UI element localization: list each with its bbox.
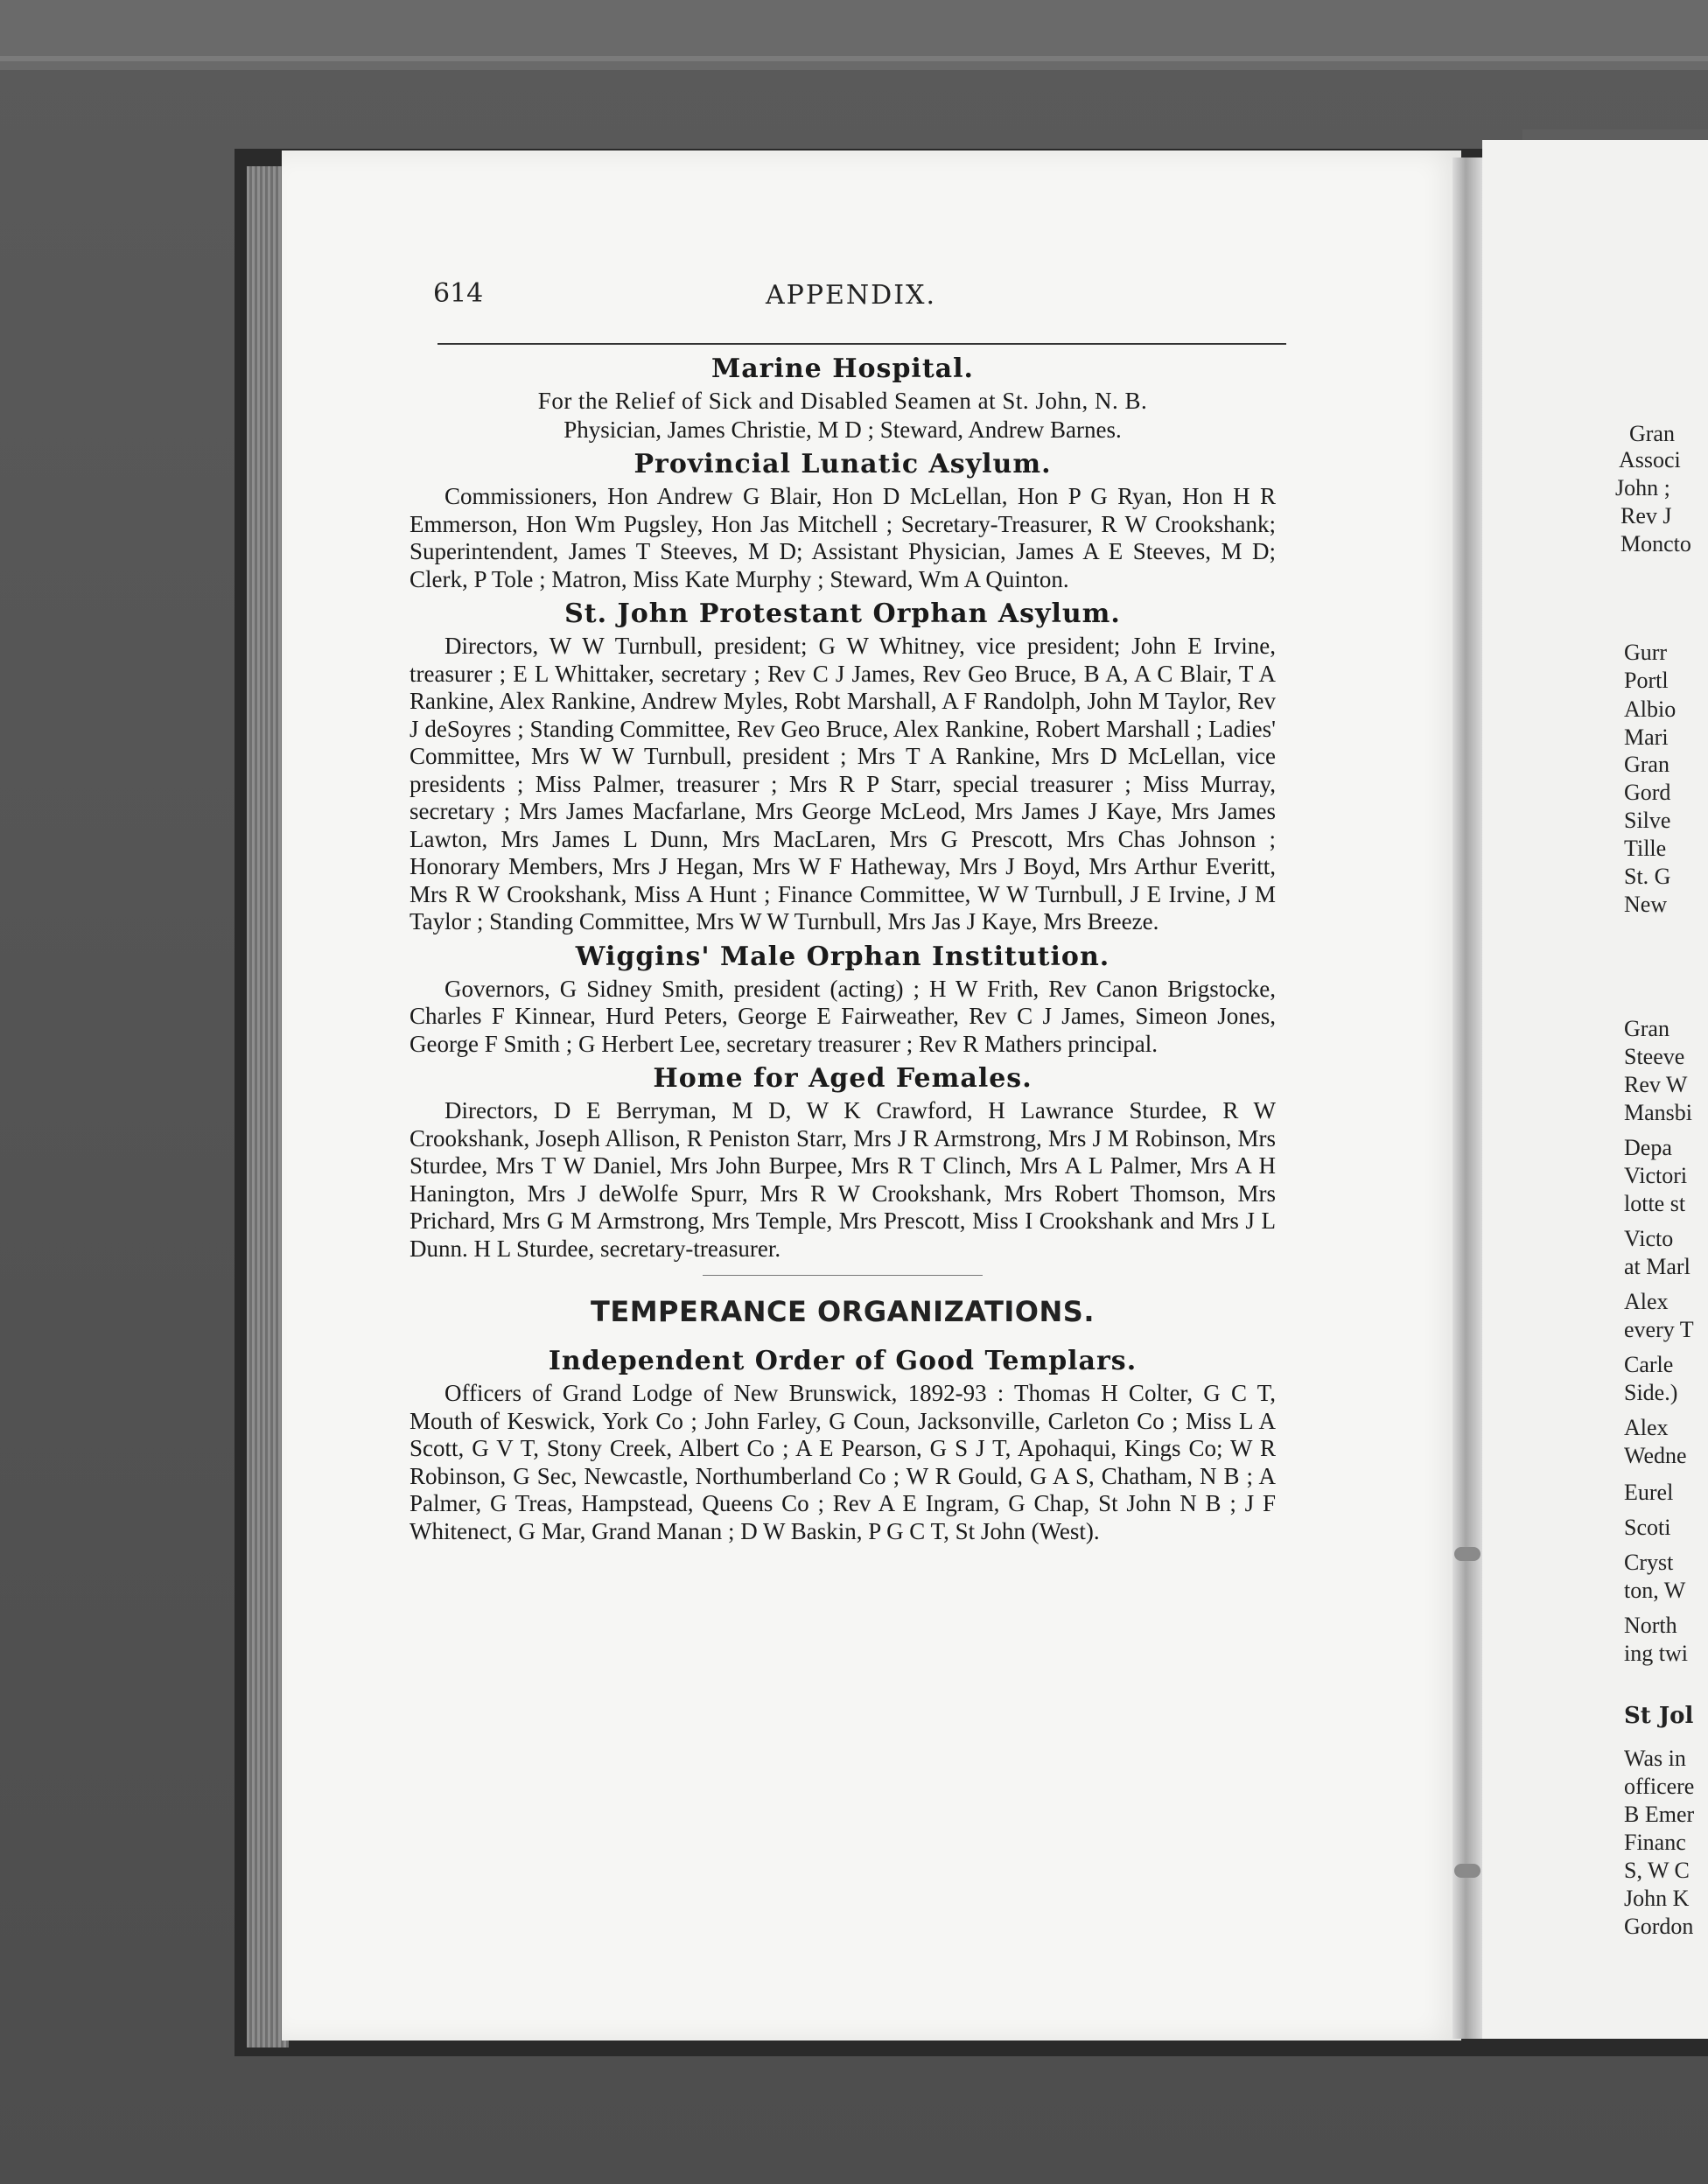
section-title-good-templars: Independent Order of Good Templars.	[548, 1346, 1138, 1376]
section-title-wiggins-institution: Wiggins' Male Orphan Institution.	[575, 941, 1110, 972]
right-page-fragment: Victori	[1624, 1163, 1688, 1188]
right-page-fragment: Scoti	[1624, 1515, 1671, 1540]
right-page-fragment: Alex	[1624, 1415, 1669, 1440]
section-title-orphan-asylum: St. John Protestant Orphan Asylum.	[564, 598, 1121, 629]
right-page-fragment: Victo	[1624, 1226, 1674, 1251]
right-page-fragment: Portl	[1624, 668, 1669, 693]
orphan-asylum-text: Directors, W W Turnbull, president; G W Whitney, vice president; John E Irvine, treasurer ; E L Whittaker, secretary ; Rev C J James, Rev Geo Bruce, B A, A C Blair, T A Rankine, Alex Rankine, Andrew Myles, Robt Marshall, A F Randolph, John M Taylor, Rev J deSoyres ; Standing Committee, Rev Geo Bruce, Alex Rankine, Robert Marshall ; Ladies' Committee, Mrs W W Turnbull, president ; Mrs T A Rankine, Mrs D McLellan, vice presidents ; Miss Palmer, treasurer ; Mrs R P Starr, special treasurer ; Miss Murray, secretary ; Mrs James Macfarlane, Mrs George McLeod, Mrs James J Kaye, Mrs James Lawton, Mrs James L Dunn, Mrs MacLaren, Mrs G Prescott, Mrs Chas Johnson ; Honorary Members, Mrs J Hegan, Mrs W F Hatheway, Mrs J Boyd, Mrs Arthur Everitt, Mrs R W Crookshank, Miss A Hunt ; Finance Committee, W W Turnbull, J E Irvine, J M Taylor ; Standing Committee, Mrs W W Turnbull, Mrs Jas J Kaye, Mrs Breeze.	[410, 633, 1276, 934]
section-title-aged-females: Home for Aged Females.	[653, 1063, 1032, 1094]
page-content	[410, 348, 1276, 1550]
section-title-lunatic-asylum: Provincial Lunatic Asylum.	[634, 449, 1052, 480]
lunatic-asylum-text: Commissioners, Hon Andrew G Blair, Hon D McLellan, Hon P G Ryan, Hon H R Emmerson, Hon Wm Pugsley, Hon Jas Mitchell ; Secretary-Treasurer, R W Crookshank; Superintendent, James T Steeves, M D; Assistant Physician, James A E Steeves, M D; Clerk, P Tole ; Matron, Miss Kate Murphy ; Steward, Wm A Quinton.	[410, 483, 1276, 592]
section-title-marine-hospital: Marine Hospital.	[711, 354, 974, 384]
right-page-fragment: Gordon	[1624, 1914, 1694, 1939]
right-page-fragment: Gurr	[1624, 640, 1668, 665]
right-page-fragment: Was in	[1624, 1746, 1686, 1771]
section-divider	[703, 1275, 983, 1276]
right-page-fragment: Mansbi	[1624, 1100, 1692, 1125]
right-page-fragment: St. G	[1624, 864, 1671, 889]
right-page-fragment: Associ	[1619, 447, 1681, 472]
page-number: 614	[433, 278, 484, 309]
right-page-fragment: every T	[1624, 1317, 1694, 1342]
right-page-fragment: Rev J	[1620, 503, 1672, 528]
right-page-fragment: Carle	[1624, 1352, 1674, 1377]
right-page-fragment: Alex	[1624, 1289, 1669, 1314]
running-head: APPENDIX.	[766, 280, 936, 311]
right-page-fragment: Gran	[1629, 421, 1675, 446]
right-page-fragment: Albio	[1624, 696, 1676, 722]
right-page-fragment: St Jol	[1624, 1703, 1694, 1729]
right-page-fragment: lotte st	[1624, 1191, 1686, 1216]
right-page-fragment: ton, W	[1624, 1578, 1686, 1603]
right-page-fragment: New	[1624, 892, 1668, 917]
right-page-fragment: Gord	[1624, 780, 1671, 805]
binding-thread-bottom	[1454, 1864, 1480, 1878]
right-page-fragment: ing twi	[1624, 1641, 1688, 1666]
right-page-fragment: Financ	[1624, 1830, 1686, 1855]
right-page-fragment: Rev W	[1624, 1072, 1688, 1097]
right-page-fragment: John K	[1624, 1886, 1690, 1911]
right-page-fragment: Eurel	[1624, 1480, 1674, 1505]
right-page-fragment: North	[1624, 1613, 1677, 1638]
right-page-fragment: B Emer	[1624, 1802, 1695, 1827]
right-page-fragment: Wedne	[1624, 1443, 1687, 1468]
right-page-fragment: Depa	[1624, 1135, 1672, 1160]
right-page-fragment: officere	[1624, 1774, 1695, 1799]
right-page-fragment: at Marl	[1624, 1254, 1690, 1279]
right-page-fragment: S, W C	[1624, 1858, 1690, 1883]
right-page-fragment: Mari	[1624, 724, 1669, 750]
marine-hospital-staff: Physician, James Christie, M D ; Steward, Andrew Barnes.	[564, 416, 1122, 443]
right-page-fragment: Gran	[1624, 1016, 1670, 1041]
right-page-fragment: Side.)	[1624, 1380, 1678, 1405]
temperance-heading: TEMPERANCE ORGANIZATIONS.	[591, 1295, 1095, 1328]
page-header	[433, 278, 1286, 320]
right-page-fragment: Moncto	[1620, 531, 1691, 556]
good-templars-text: Officers of Grand Lodge of New Brunswick, 1892-93 : Thomas H Colter, G C T, Mouth of Keswick, York Co ; John Farley, G Coun, Jacksonville, Carleton Co ; Miss L A Scott, G V T, Stony Creek, Albert Co ; A E Pearson, G S J T, Apohaqui, Kings Co; W R Robinson, G Sec, Newcastle, Northumberland Co ; W R Gould, G A S, Chatham, N B ; A Palmer, G Treas, Hampstead, Queens Co ; Rev A E Ingram, G Chap, St John N B ; J F Whitenect, G Mar, Grand Manan ; D W Baskin, P G C T, St John (West).	[410, 1380, 1276, 1544]
wiggins-institution-text: Governors, G Sidney Smith, president (acting) ; H W Frith, Rev Canon Brigstocke, Charles F Kinnear, Hurd Peters, George E Fairweather, Rev C J James, Simeon Jones, George F Smith ; G Herbert Lee, secretary treasurer ; Rev R Mathers principal.	[410, 975, 1276, 1057]
right-page-fragment: John ;	[1615, 475, 1670, 500]
book-gutter	[1452, 158, 1482, 2039]
right-page-fragment: Cryst	[1624, 1550, 1674, 1575]
header-rule	[438, 343, 1286, 345]
right-page-fragment: Tille	[1624, 836, 1667, 861]
right-page-fragment: Silve	[1624, 808, 1671, 833]
right-page-fragment: Gran	[1624, 752, 1670, 777]
section-subtitle-marine-hospital: For the Relief of Sick and Disabled Seamen at St. John, N. B.	[537, 388, 1148, 414]
aged-females-text: Directors, D E Berryman, M D, W K Crawford, H Lawrance Sturdee, R W Crookshank, Joseph Allison, R Peniston Starr, Mrs J R Armstrong, Mrs J M Robinson, Mrs Sturdee, Mrs T W Daniel, Mrs John Burpee, Mrs R T Clinch, Mrs A L Palmer, Mrs A H Hanington, Mrs J deWolfe Spurr, Mrs R W Crookshank, Mrs Robert Thomson, Mrs Prichard, Mrs G M Armstrong, Mrs Temple, Mrs Prescott, Miss I Crookshank and Mrs J L Dunn. H L Sturdee, secretary-treasurer.	[410, 1097, 1276, 1262]
right-page-fragment: Steeve	[1624, 1044, 1685, 1069]
binding-thread-top	[1454, 1547, 1480, 1561]
background-strip	[0, 56, 1708, 61]
